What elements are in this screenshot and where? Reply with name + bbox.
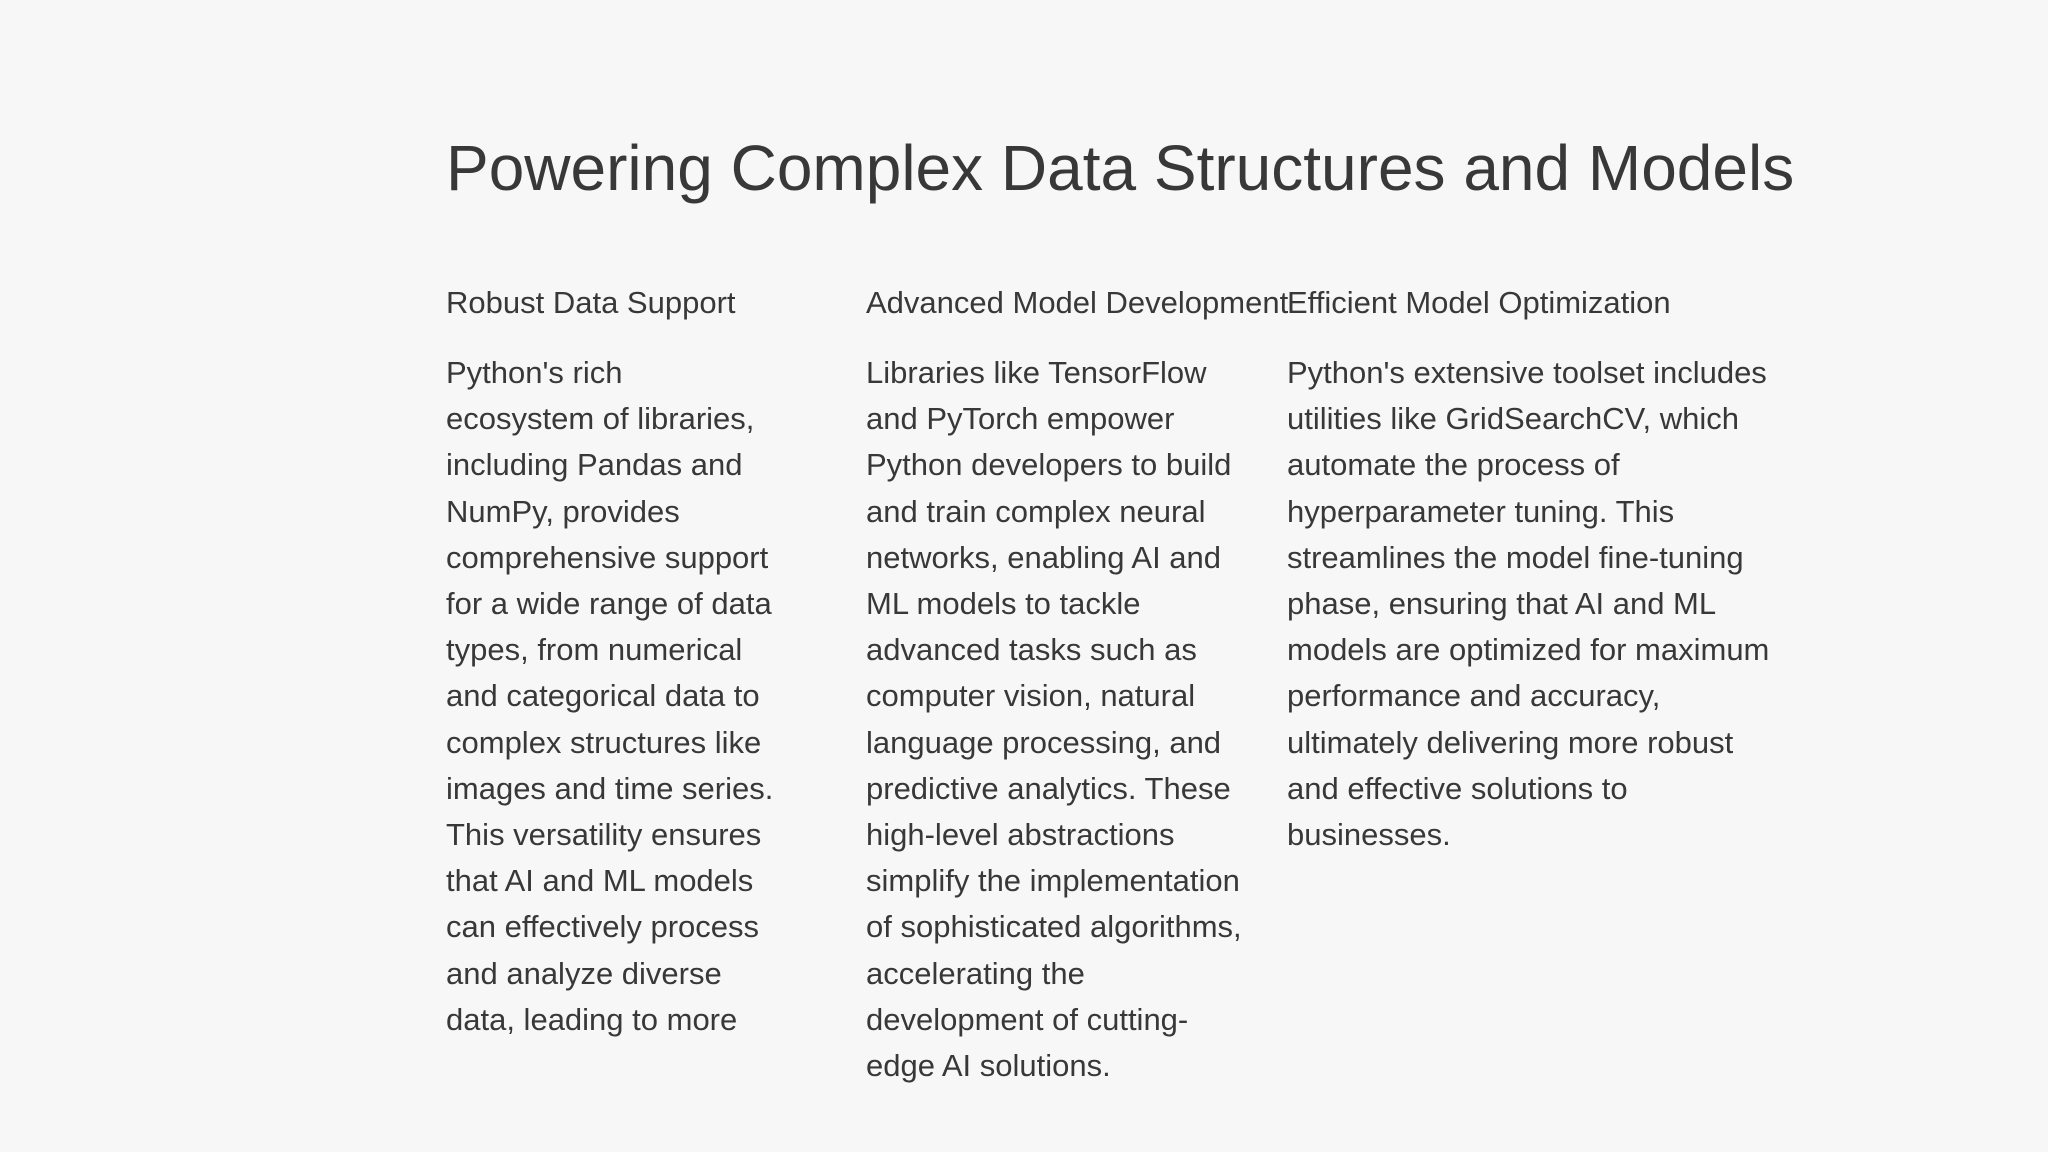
column-body: Python's rich ecosystem of libraries, including Pandas and NumPy, provides comprehensive support for a wide range of data types, from numerical and categorical data to complex structures like images and time series. This versatility ensures that AI and ML models can effectively process and analyze diverse data, leading to more bbox=[446, 355, 774, 1037]
column-body: Python's extensive toolset includes utilities like GridSearchCV, which automate the process of hyperparameter tuning. This streamlines the model fine-tuning phase, ensuring that AI and ML models are optimized for maximum performance and accuracy, ultimately delivering more robust and effective solutions to businesses. bbox=[1287, 355, 1770, 853]
column-advanced-model-development bbox=[866, 278, 1289, 1089]
column-robust-data-support bbox=[446, 278, 776, 1043]
page-title: Powering Complex Data Structures and Models bbox=[446, 132, 1795, 204]
column-body: Libraries like TensorFlow and PyTorch empower Python developers to build and train complex neural networks, enabling AI and ML models to tackle advanced tasks such as computer vision, natural language processing, and predictive analytics. These high-level abstractions simplify the implementation of sophisticated algorithms, accelerating the development of cutting-edge AI solutions. bbox=[866, 355, 1242, 1084]
column-heading: Efficient Model Optimization bbox=[1287, 285, 1671, 320]
column-heading: Advanced Model Development bbox=[866, 285, 1289, 320]
column-heading: Robust Data Support bbox=[446, 285, 736, 320]
column-efficient-model-optimization bbox=[1287, 278, 1787, 858]
